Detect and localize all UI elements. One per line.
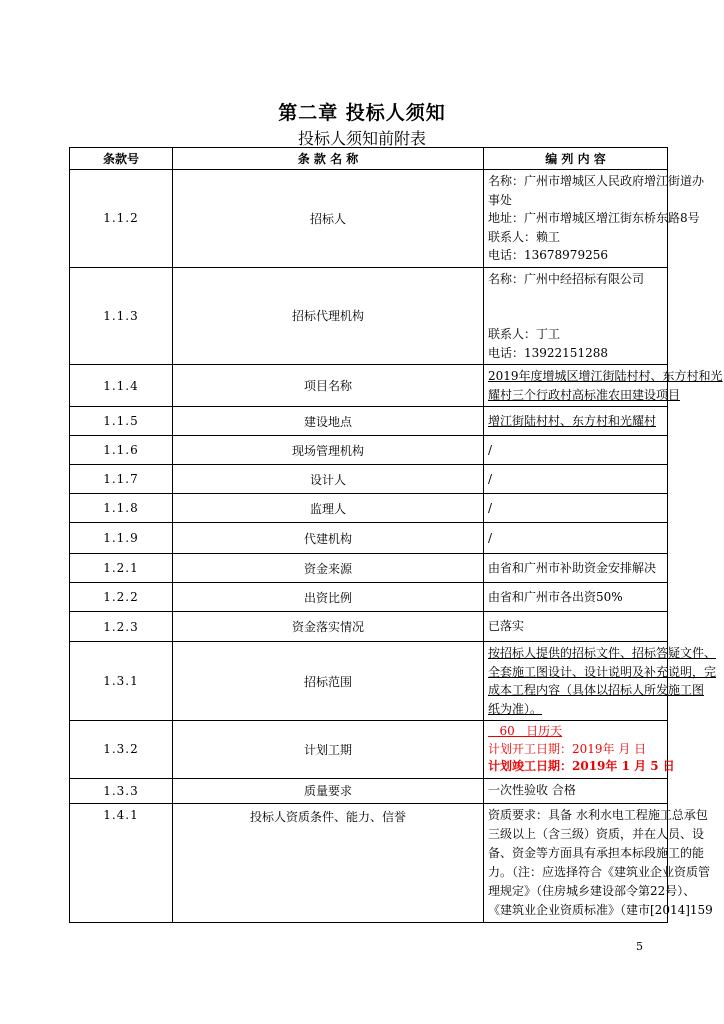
content-line: 耀村三个行政村高标准农田建设项目 [488, 387, 681, 402]
content-line: 计划开工日期：2019年 月 日 [488, 741, 647, 756]
clause-number: 1.2.3 [70, 612, 173, 642]
table-row [70, 642, 668, 721]
content-line [488, 307, 663, 326]
table-row [70, 523, 668, 554]
content-line: 计划竣工日期：2019年 1 月 5 日 [488, 759, 675, 773]
clause-name: 设计人 [173, 465, 484, 494]
clause-number: 1.1.5 [70, 407, 173, 436]
content-line: 电话：13678979256 [488, 248, 608, 262]
header-clause-name: 条 款 名 称 [173, 148, 484, 170]
content-line: 《建筑业企业资质标准》（建市[2014]159 [488, 902, 713, 917]
content-line: / [488, 530, 493, 545]
clause-content [484, 721, 675, 779]
content-line: 60 日历天 [488, 724, 563, 738]
table-row [70, 170, 668, 268]
clause-content [484, 612, 668, 642]
content-line: / [488, 442, 493, 457]
clause-name: 建设地点 [173, 407, 484, 436]
clause-name: 资金落实情况 [173, 612, 484, 642]
clause-name: 出资比例 [173, 583, 484, 612]
table-row [70, 465, 668, 494]
clause-number: 1.1.9 [70, 523, 173, 554]
clause-content [484, 170, 705, 268]
header-clause-number: 条款号 [70, 148, 173, 170]
content-line: 备、资金等方面具有承担本标段施工的能 [488, 845, 705, 860]
clause-name: 投标人资质条件、能力、信誉 [173, 803, 484, 922]
clause-number: 1.1.4 [70, 365, 173, 407]
clause-name: 计划工期 [173, 721, 484, 779]
content-line: 2019年度增城区增江街陆村村、东方村和光 [488, 369, 723, 383]
clause-content [484, 778, 668, 803]
content-line: 资质要求：具备 水利水电工程施工总承包 [488, 807, 708, 822]
clause-name: 质量要求 [173, 778, 484, 803]
clause-number: 1.3.1 [70, 642, 173, 721]
table-row [70, 803, 668, 922]
content-line: 全套施工图设计、设计说明及补充说明，完 [488, 664, 717, 679]
content-line: 成本工程内容（具体以招标人所发施工图 [488, 683, 705, 697]
clause-content [484, 583, 668, 612]
clause-content [484, 465, 668, 494]
content-line: 由省和广州市各出资50% [488, 589, 623, 604]
clause-number: 1.2.1 [70, 554, 173, 583]
table-row [70, 267, 668, 365]
clause-number: 1.4.1 [70, 803, 173, 922]
clause-number: 1.1.2 [70, 170, 173, 268]
clause-number: 1.2.2 [70, 583, 173, 612]
clause-number: 1.1.8 [70, 494, 173, 523]
content-line: 事处 [488, 192, 513, 207]
clause-name: 代建机构 [173, 523, 484, 554]
instructions-table [69, 147, 723, 923]
content-line: 名称：广州市增城区人民政府增江街道办 [488, 174, 705, 188]
content-line: 电话：13922151288 [488, 345, 608, 360]
content-line: 地址：广州市增城区增江街东桥东路8号 [488, 211, 700, 225]
clause-name: 招标代理机构 [173, 267, 484, 365]
clause-number: 1.1.3 [70, 267, 173, 365]
clause-content [484, 407, 668, 436]
clause-number: 1.3.3 [70, 778, 173, 803]
clause-content [484, 494, 668, 523]
content-line: 已落实 [488, 619, 525, 634]
content-line: 按招标人提供的招标文件、招标答疑文件、 [488, 646, 717, 660]
table-row [70, 583, 668, 612]
clause-number: 1.1.7 [70, 465, 173, 494]
table-row [70, 554, 668, 583]
clause-name: 招标范围 [173, 642, 484, 721]
table-row [70, 407, 668, 436]
clause-name: 招标人 [173, 170, 484, 268]
content-line: 由省和广州市补助资金安排解决 [488, 560, 657, 575]
clause-content [484, 436, 668, 465]
content-line: 理规定》（住房城乡建设部令第22号）、 [488, 883, 696, 898]
content-line: 力。（注：应选择符合《建筑业企业资质管 [488, 864, 711, 879]
clause-content [484, 803, 713, 922]
clause-name: 现场管理机构 [173, 436, 484, 465]
table-row [70, 436, 668, 465]
clause-name: 项目名称 [173, 365, 484, 407]
table-row [70, 365, 668, 407]
content-line: 纸为准）。 [488, 701, 543, 716]
content-line: 联系人：丁工 [488, 327, 561, 341]
header-content: 编 列 内 容 [484, 148, 668, 170]
content-line: 联系人：赖工 [488, 229, 561, 244]
table-header-row [70, 148, 668, 170]
clause-content [484, 642, 717, 721]
table-row [70, 494, 668, 523]
table-row [70, 721, 668, 779]
table-title: 投标人须知前附表 [297, 129, 426, 148]
clause-name: 监理人 [173, 494, 484, 523]
page-number: 5 [636, 940, 643, 953]
content-line: 一次性验收 合格 [488, 783, 576, 798]
content-line: 名称：广州中经招标有限公司 [488, 271, 645, 286]
clause-content [484, 267, 668, 365]
clause-number: 1.1.6 [70, 436, 173, 465]
content-line: / [488, 500, 493, 515]
table-row [70, 778, 668, 803]
chapter-title: 第二章 投标人须知 [278, 102, 446, 124]
clause-content [484, 365, 723, 407]
content-line [488, 288, 663, 307]
content-line: / [488, 471, 493, 486]
table-row [70, 612, 668, 642]
clause-number: 1.3.2 [70, 721, 173, 779]
clause-content [484, 523, 668, 554]
clause-name: 资金来源 [173, 554, 484, 583]
content-line: 三级以上（含三级）资质，并在人员、设 [488, 826, 705, 841]
clause-content [484, 554, 668, 583]
content-line: 增江街陆村村、东方村和光耀村 [488, 413, 657, 428]
